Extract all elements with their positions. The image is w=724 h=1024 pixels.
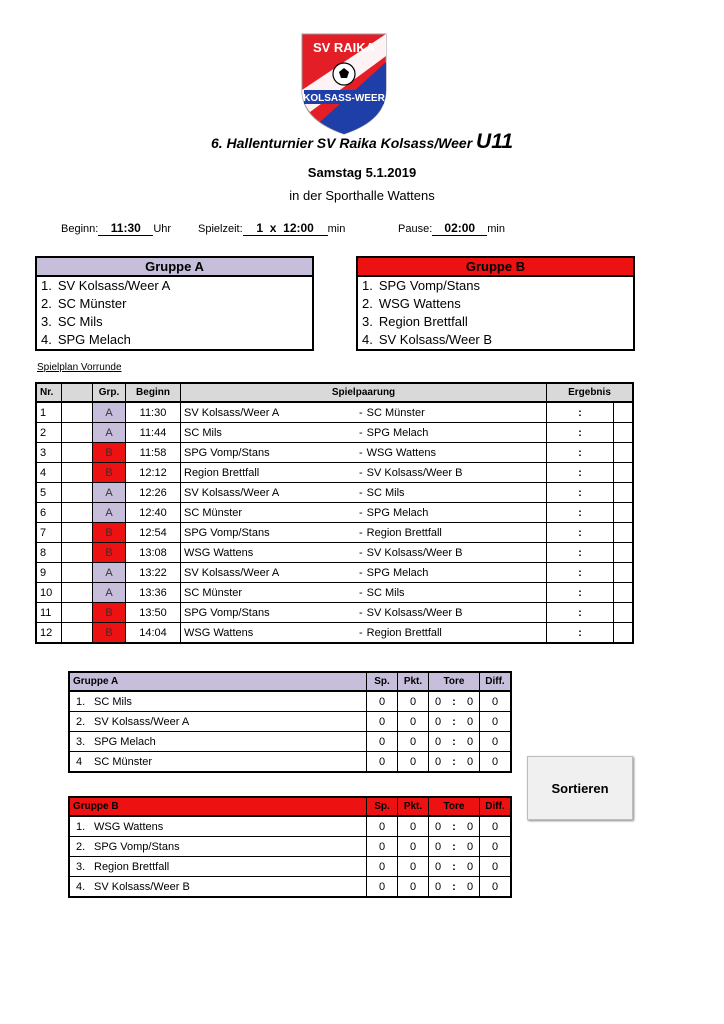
standings-sp: 0 [367,816,398,837]
match-blank [62,483,93,503]
standings-pkt: 0 [398,877,429,898]
standings-sp: 0 [367,732,398,752]
standings-team-name: SC Münster [94,755,153,768]
match-result[interactable]: : [547,443,614,463]
away-team: Region Brettfall [366,526,442,539]
match-blank [62,443,93,463]
standings-rank: 2. [76,715,86,728]
standings-pkt: 0 [398,691,429,712]
match-blank [62,603,93,623]
match-group: A [93,503,126,523]
standings-sp: 0 [367,837,398,857]
pairing-dash: - [359,606,363,619]
match-pairing [181,623,547,644]
spielzeit-info: Spielzeit: 1 x 12:00 min [198,221,346,235]
standings-title: Gruppe A [69,672,367,691]
standings-row [69,712,511,732]
match-nr: 9 [36,563,62,583]
standings-diff: 0 [480,837,512,857]
header-blank [62,383,93,402]
away-team: SC Mils [366,486,405,499]
standings-sp: 0 [367,877,398,898]
standings-row [69,877,511,898]
standings-goals-for: 0 [429,857,448,877]
match-group: B [93,463,126,483]
standings-rank: 4. [76,880,86,893]
standings-header-row [69,797,511,816]
standings-goals-colon: : [447,857,461,877]
home-team: SC Münster [184,586,243,599]
standings-goals-against: 0 [461,837,480,857]
match-pairing [181,423,547,443]
svg-text:SV RAIKA: SV RAIKA [312,40,376,55]
pairing-dash: - [359,526,363,539]
standings-team-name: SV Kolsass/Weer B [94,880,190,893]
standings-goals-colon: : [447,877,461,898]
header-beginn: Beginn [126,383,181,402]
standings-goals-colon: : [447,691,461,712]
group-team-item [37,295,312,313]
standings-header-row [69,672,511,691]
standings-goals-colon: : [447,732,461,752]
pairing-dash: - [359,546,363,559]
standings-goals-for: 0 [429,877,448,898]
match-pairing [181,483,547,503]
standings-sp: 0 [367,712,398,732]
match-time: 11:58 [126,443,181,463]
standings-sp: 0 [367,691,398,712]
standings-diff: 0 [480,691,512,712]
match-result[interactable]: : [547,423,614,443]
standings-goals-for: 0 [429,691,448,712]
header-tore: Tore [429,797,480,816]
away-team: Region Brettfall [366,626,442,639]
standings-goals-for: 0 [429,732,448,752]
pairing-dash: - [359,626,363,639]
standings-row [69,837,511,857]
match-nr: 8 [36,543,62,563]
tournament-title: 6. Hallenturnier SV Raika Kolsass/Weer U11 [210,130,514,153]
match-row [36,563,633,583]
match-group: B [93,543,126,563]
standings-rank: 2. [76,840,86,853]
standings-team [69,816,367,837]
away-team: SPG Melach [366,426,429,439]
match-blank [62,503,93,523]
svg-text:KOLSASS-WEER: KOLSASS-WEER [303,93,385,104]
match-row [36,583,633,603]
standings-title: Gruppe B [69,797,367,816]
match-nr: 5 [36,483,62,503]
standings-rank: 1. [76,695,86,708]
match-row [36,623,633,644]
match-blank [62,543,93,563]
match-row [36,402,633,423]
standings-row [69,752,511,773]
standings-goals-for: 0 [429,816,448,837]
away-team: WSG Wattens [366,446,436,459]
match-pairing [181,543,547,563]
match-extra [614,483,634,503]
standings-row [69,857,511,877]
standings-team [69,877,367,898]
match-extra [614,463,634,483]
pairing-dash: - [359,466,363,479]
group-team-rank: 2. [41,296,52,311]
group-team-name: SV Kolsass/Weer B [378,332,493,347]
match-nr: 2 [36,423,62,443]
group-team-rank: 1. [362,278,373,293]
standings-diff: 0 [480,752,512,773]
home-team: SC Münster [184,506,243,519]
tournament-date: Samstag 5.1.2019 [307,165,417,180]
match-group: B [93,603,126,623]
standings-pkt: 0 [398,712,429,732]
header-pkt: Pkt. [398,797,429,816]
header-result: Ergebnis [547,383,634,402]
pairing-dash: - [359,566,363,579]
group-team-item [37,331,312,349]
standings-goals-against: 0 [461,857,480,877]
pairing-dash: - [359,586,363,599]
group-team-name: SPG Vomp/Stans [378,278,481,293]
group-team-rank: 2. [362,296,373,311]
match-group: A [93,563,126,583]
header-sp: Sp. [367,672,398,691]
match-extra [614,402,634,423]
match-pairing [181,402,547,423]
standings-pkt: 0 [398,816,429,837]
home-team: SC Mils [184,426,222,439]
standings-rank: 3. [76,860,86,873]
match-result[interactable]: : [547,563,614,583]
home-team: SPG Vomp/Stans [184,526,270,539]
match-time: 13:50 [126,603,181,623]
header-grp: Grp. [93,383,126,402]
match-blank [62,563,93,583]
group-team-rank: 4. [362,332,373,347]
away-team: SPG Melach [366,506,429,519]
home-team: SV Kolsass/Weer A [184,486,280,499]
match-result[interactable]: : [547,543,614,563]
match-nr: 7 [36,523,62,543]
standings-row [69,691,511,712]
group-team-rank: 3. [362,314,373,329]
standings-goals-colon: : [447,816,461,837]
match-time: 11:44 [126,423,181,443]
match-pairing [181,523,547,543]
home-team: SPG Vomp/Stans [184,446,270,459]
match-extra [614,603,634,623]
group-team-item [37,277,312,295]
pairing-dash: - [359,506,363,519]
away-team: SPG Melach [366,566,429,579]
home-team: SPG Vomp/Stans [184,606,270,619]
match-row [36,543,633,563]
standings-goals-against: 0 [461,732,480,752]
standings-row [69,732,511,752]
standings-row [69,816,511,837]
group-a-title: Gruppe A [37,258,312,277]
group-b-title: Gruppe B [358,258,633,277]
match-nr: 6 [36,503,62,523]
header-nr: Nr. [36,383,62,402]
away-team: SV Kolsass/Weer B [366,466,463,479]
standings-rank: 3. [76,735,86,748]
standings-sp: 0 [367,857,398,877]
match-group: B [93,623,126,644]
standings-b-table [68,796,512,898]
match-blank [62,402,93,423]
match-group: A [93,583,126,603]
standings-a-table [68,671,512,773]
pairing-dash: - [359,406,363,419]
match-nr: 1 [36,402,62,423]
match-group: A [93,423,126,443]
match-row [36,503,633,523]
group-team-name: Region Brettfall [378,314,468,329]
beginn-info: Beginn: 11:30 Uhr [61,221,172,235]
standings-diff: 0 [480,816,512,837]
standings-team [69,857,367,877]
match-result[interactable]: : [547,463,614,483]
match-time: 13:36 [126,583,181,603]
pairing-dash: - [359,486,363,499]
home-team: WSG Wattens [184,546,254,559]
standings-team-name: SC Mils [94,695,132,708]
group-team-name: SC Mils [57,314,103,329]
match-nr: 12 [36,623,62,644]
standings-team [69,752,367,773]
standings-pkt: 0 [398,752,429,773]
group-team-item [358,295,633,313]
group-a-box [35,256,314,351]
match-time: 12:12 [126,463,181,483]
group-team-rank: 4. [41,332,52,347]
header-pkt: Pkt. [398,672,429,691]
match-result[interactable]: : [547,483,614,503]
match-time: 13:22 [126,563,181,583]
schedule-header-row [36,383,633,402]
group-team-name: SC Münster [57,296,127,311]
standings-team [69,691,367,712]
header-tore: Tore [429,672,480,691]
standings-goals-against: 0 [461,691,480,712]
match-row [36,483,633,503]
match-pairing [181,463,547,483]
header-pairing: Spielpaarung [181,383,547,402]
standings-team-name: SPG Melach [94,735,156,748]
match-time: 12:26 [126,483,181,503]
pause-info: Pause: 02:00 min [398,221,505,235]
match-row [36,423,633,443]
club-logo [300,32,388,136]
group-team-item [358,331,633,349]
away-team: SV Kolsass/Weer B [366,546,463,559]
match-extra [614,523,634,543]
match-extra [614,563,634,583]
home-team: SV Kolsass/Weer A [184,566,280,579]
match-time: 12:54 [126,523,181,543]
match-result[interactable]: : [547,583,614,603]
match-group: A [93,402,126,423]
match-result[interactable]: : [547,603,614,623]
group-team-item [358,313,633,331]
match-blank [62,623,93,644]
home-team: WSG Wattens [184,626,254,639]
standings-pkt: 0 [398,837,429,857]
standings-diff: 0 [480,877,512,898]
group-team-name: WSG Wattens [378,296,461,311]
standings-team [69,732,367,752]
standings-rank: 4 [76,755,83,768]
standings-pkt: 0 [398,732,429,752]
standings-goals-colon: : [447,712,461,732]
match-blank [62,463,93,483]
group-team-name: SV Kolsass/Weer A [57,278,171,293]
standings-goals-colon: : [447,752,461,773]
home-team: SV Kolsass/Weer A [184,406,280,419]
standings-team [69,712,367,732]
match-row [36,603,633,623]
standings-diff: 0 [480,732,512,752]
away-team: SV Kolsass/Weer B [366,606,463,619]
match-pairing [181,443,547,463]
group-b-box [356,256,635,351]
standings-diff: 0 [480,712,512,732]
standings-team [69,837,367,857]
standings-sp: 0 [367,752,398,773]
match-time: 11:30 [126,402,181,423]
group-team-rank: 3. [41,314,52,329]
match-result[interactable]: : [547,402,614,423]
standings-goals-for: 0 [429,712,448,732]
standings-team-name: SV Kolsass/Weer A [94,715,190,728]
match-extra [614,543,634,563]
standings-goals-colon: : [447,837,461,857]
match-blank [62,523,93,543]
match-nr: 11 [36,603,62,623]
match-row [36,523,633,543]
group-team-name: SPG Melach [57,332,131,347]
match-pairing [181,583,547,603]
match-extra [614,623,634,644]
schedule-table [35,382,634,644]
match-pairing [181,503,547,523]
match-result[interactable]: : [547,523,614,543]
match-group: B [93,443,126,463]
standings-goals-against: 0 [461,877,480,898]
standings-goals-against: 0 [461,816,480,837]
match-time: 14:04 [126,623,181,644]
schedule-label: Spielplan Vorrunde [37,362,122,373]
tournament-venue: in der Sporthalle Wattens [289,188,435,203]
match-row [36,463,633,483]
standings-team-name: SPG Vomp/Stans [94,840,180,853]
pairing-dash: - [359,446,363,459]
away-team: SC Münster [366,406,425,419]
match-result[interactable]: : [547,623,614,644]
match-extra [614,583,634,603]
standings-goals-against: 0 [461,712,480,732]
header-diff: Diff. [480,672,512,691]
match-nr: 4 [36,463,62,483]
match-extra [614,503,634,523]
match-row [36,443,633,463]
match-group: B [93,523,126,543]
standings-goals-against: 0 [461,752,480,773]
match-blank [62,423,93,443]
away-team: SC Mils [366,586,405,599]
standings-goals-for: 0 [429,752,448,773]
standings-pkt: 0 [398,857,429,877]
match-extra [614,423,634,443]
header-sp: Sp. [367,797,398,816]
match-blank [62,583,93,603]
standings-rank: 1. [76,820,86,833]
match-nr: 10 [36,583,62,603]
match-time: 12:40 [126,503,181,523]
group-team-rank: 1. [41,278,52,293]
match-nr: 3 [36,443,62,463]
group-team-item [37,313,312,331]
match-time: 13:08 [126,543,181,563]
sort-button[interactable]: Sortieren [527,756,633,820]
header-diff: Diff. [480,797,512,816]
pairing-dash: - [359,426,363,439]
match-result[interactable]: : [547,503,614,523]
home-team: Region Brettfall [184,466,260,479]
group-team-item [358,277,633,295]
match-pairing [181,603,547,623]
standings-team-name: Region Brettfall [94,860,170,873]
standings-goals-for: 0 [429,837,448,857]
standings-diff: 0 [480,857,512,877]
match-extra [614,443,634,463]
match-group: A [93,483,126,503]
standings-team-name: WSG Wattens [94,820,164,833]
match-pairing [181,563,547,583]
